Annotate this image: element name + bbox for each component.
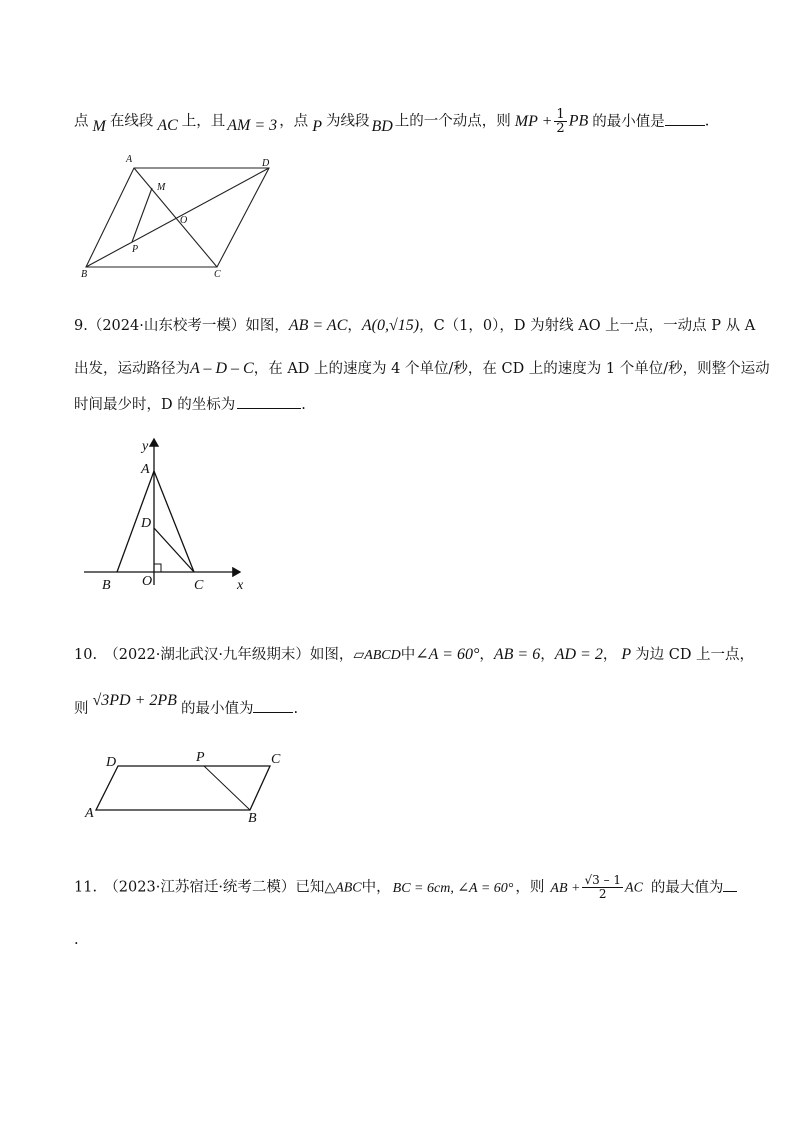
figure-10-parallelogram: [80, 748, 295, 826]
label-A: A: [126, 154, 133, 165]
answer-blank-10: [253, 698, 293, 713]
problem-9-line-3: 时间最少时，D 的坐标为 .: [74, 394, 306, 415]
label-D: D: [141, 516, 152, 531]
right-angle-mark: [154, 564, 161, 572]
label-C: C: [194, 578, 204, 593]
problem-8-text: 点 M 在线段 AC 上，且 AM = 3 ，点 P 为线段 BD 上的一个动点，则 MP + $\frac{1}{2}$ PB 的最小值是 .: [74, 107, 710, 136]
segment-mp: [132, 188, 152, 242]
parallelogram-abcd: [96, 766, 270, 810]
problem-11-line-2: .: [74, 932, 79, 948]
label-x: x: [237, 578, 244, 593]
fraction-half: $\frac{1}{2}$: [556, 107, 565, 136]
fraction-sqrt3-minus-1-over-2: $\frac{√3 - 1}{2}$: [584, 873, 622, 901]
label-D: D: [262, 158, 270, 169]
diagonal-ac: [134, 168, 217, 267]
label-O: O: [142, 574, 153, 589]
answer-blank-11: [723, 877, 737, 892]
segment-ac: [154, 471, 194, 572]
figure-9-coordinate: [80, 433, 260, 593]
problem-9-line-2: 出发，运动路径为A – D – C，在 AD 上的速度为 4 个单位/秒，在 CD 上的速度为 1 个单位/秒，则整个运动: [74, 360, 770, 377]
segment-dc: [154, 528, 194, 572]
label-A: A: [85, 806, 94, 821]
segment-pb: [204, 766, 250, 810]
label-P: P: [132, 244, 139, 255]
problem-10-line-1: 10. （2022·湖北武汉·九年级期末）如图，▱ABCD中∠A = 60°，AB = 6，AD = 2， P 为边 CD 上一点，: [74, 646, 755, 663]
problem-9-line-1: 9.（2024·山东校考一模）如图，AB = AC，A(0,√15)，C（1，0），D 为射线 AO 上一点，一动点 P 从 A: [74, 317, 756, 334]
label-B: B: [248, 811, 257, 826]
label-y: y: [142, 439, 149, 454]
label-M: M: [157, 182, 166, 193]
answer-blank-8: [665, 111, 705, 126]
diagonal-bd: [86, 168, 269, 267]
answer-blank-9: [237, 394, 301, 409]
label-A: A: [141, 462, 150, 477]
label-B: B: [81, 269, 88, 280]
label-C: C: [214, 269, 221, 280]
figure-8-parallelogram: [74, 150, 294, 285]
label-B: B: [102, 578, 111, 593]
label-C: C: [271, 752, 281, 767]
label-D: D: [106, 755, 117, 770]
label-P: P: [196, 750, 205, 765]
problem-10-line-2: 则 √3PD + 2PB 的最小值为 .: [74, 692, 299, 717]
label-O: O: [180, 215, 188, 226]
problem-11-line-1: 11. （2023·江苏宿迁·统考二模）已知△ABC中， BC = 6cm, ∠A = 60° ，则 AB + $\frac{√3 - 1}{2}$ AC 的最大值为: [74, 874, 737, 901]
